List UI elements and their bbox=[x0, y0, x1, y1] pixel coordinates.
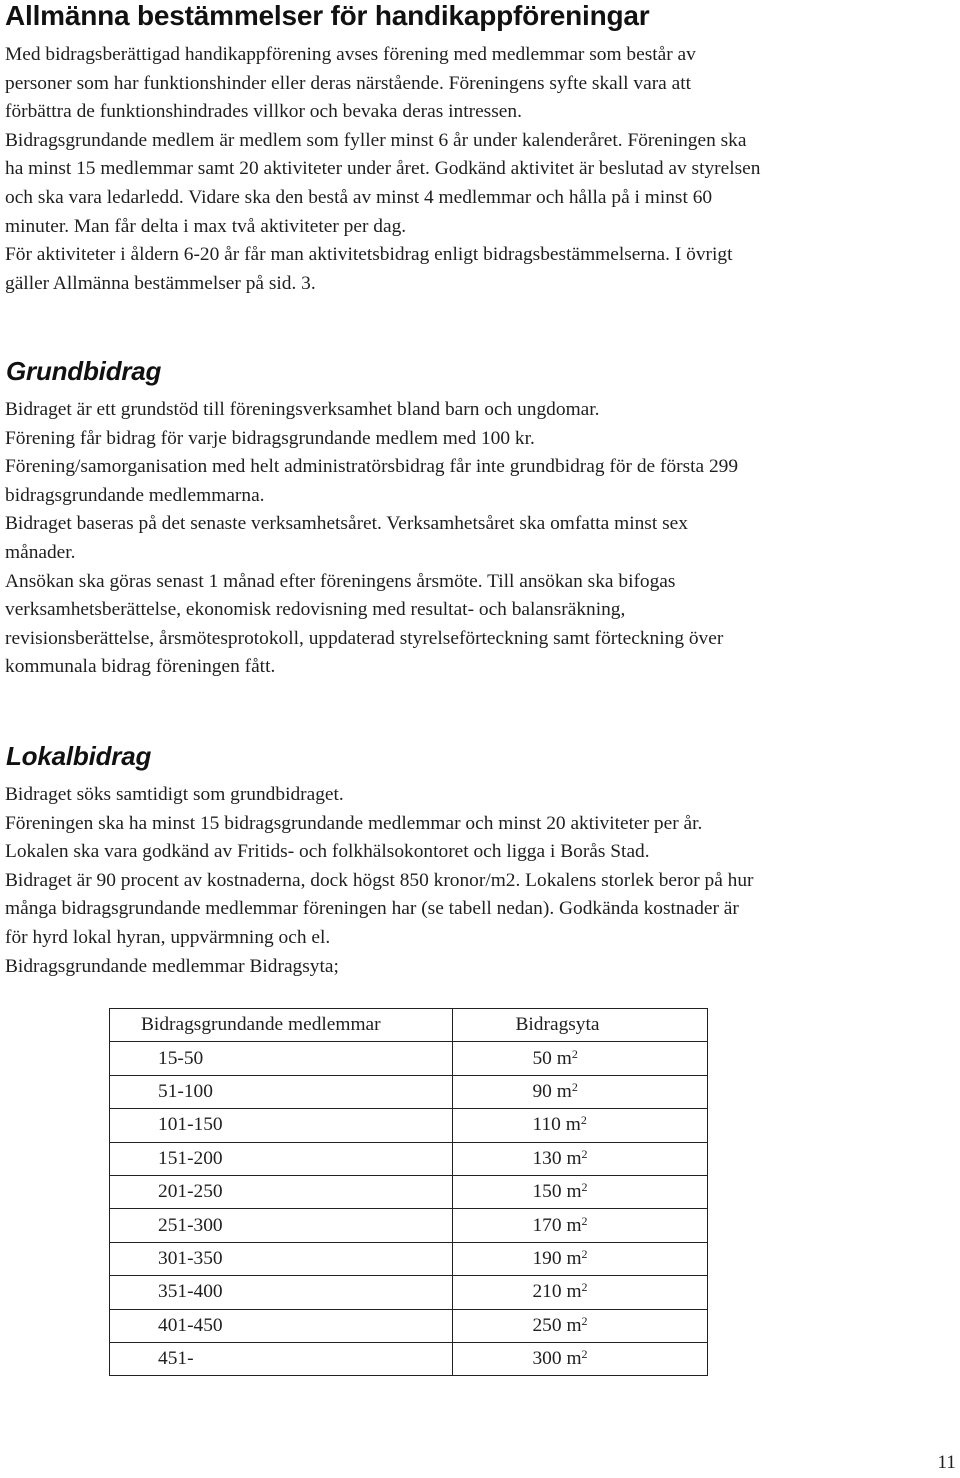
area-value: 210 bbox=[532, 1281, 562, 1303]
area-unit: m bbox=[566, 1181, 582, 1203]
area-unit: m bbox=[565, 1114, 581, 1136]
area-value: 300 bbox=[532, 1348, 562, 1370]
table-cell-area bbox=[453, 1242, 708, 1275]
table-cell-members: 251-300 bbox=[110, 1209, 453, 1242]
text-line: Förening får bidrag för varje bidragsgrundande medlem med 100 kr. bbox=[5, 427, 535, 449]
text-line: Föreningen ska ha minst 15 bidragsgrundande medlemmar och minst 20 aktiviteter per år. bbox=[5, 812, 703, 834]
table-row bbox=[110, 1242, 708, 1275]
area-value: 50 bbox=[532, 1047, 552, 1069]
area-value: 150 bbox=[532, 1181, 562, 1203]
area-unit: m bbox=[566, 1247, 582, 1269]
text-line: för hyrd lokal hyran, uppvärmning och el. bbox=[5, 926, 331, 948]
text-line: Bidraget är 90 procent av kostnaderna, dock högst 850 kronor/m2. Lokalens storlek beror på hur bbox=[5, 869, 754, 891]
text-line: Bidragsgrundande medlemmar Bidragsyta; bbox=[5, 955, 339, 977]
table-cell-area bbox=[453, 1175, 708, 1208]
table-header-area: Bidragsyta bbox=[453, 1009, 708, 1042]
table-cell-members: 101-150 bbox=[110, 1109, 453, 1142]
text-line: och ska vara ledarledd. Vidare ska den bestå av minst 4 medlemmar och hålla på i minst 60 bbox=[5, 186, 713, 208]
table-row bbox=[110, 1075, 708, 1108]
area-value: 110 bbox=[532, 1114, 561, 1136]
table-cell-members: 301-350 bbox=[110, 1242, 453, 1275]
area-value: 170 bbox=[532, 1214, 562, 1236]
area-unit-exponent: 2 bbox=[580, 1113, 587, 1128]
text-line: Bidragsgrundande medlem är medlem som fyller minst 6 år under kalenderåret. Föreningen ska bbox=[5, 129, 747, 151]
table-row bbox=[110, 1276, 708, 1309]
text-line: månader. bbox=[5, 541, 76, 563]
area-unit: m bbox=[566, 1147, 582, 1169]
text-line: minuter. Man får delta i max två aktiviteter per dag. bbox=[5, 215, 407, 237]
section-heading-grundbidrag: Grundbidrag bbox=[6, 356, 162, 386]
text-line: förbättra de funktionshindrades villkor och bevaka deras intressen. bbox=[5, 101, 522, 123]
text-line: bidragsgrundande medlemmarna. bbox=[5, 484, 265, 506]
table-cell-members: 401-450 bbox=[110, 1309, 453, 1342]
table-cell-area bbox=[453, 1075, 708, 1108]
area-unit: m bbox=[556, 1080, 572, 1102]
table-cell-members: 201-250 bbox=[110, 1175, 453, 1208]
page-title: Allmänna bestämmelser för handikappföreningar bbox=[5, 0, 650, 31]
area-unit-exponent: 2 bbox=[581, 1246, 588, 1261]
area-unit-exponent: 2 bbox=[581, 1347, 588, 1362]
table-row bbox=[110, 1342, 708, 1375]
area-unit-exponent: 2 bbox=[571, 1046, 578, 1061]
table-row bbox=[110, 1142, 708, 1175]
table-cell-area bbox=[453, 1342, 708, 1375]
area-value: 190 bbox=[532, 1247, 562, 1269]
text-line: verksamhetsberättelse, ekonomisk redovisning med resultat- och balansräkning, bbox=[5, 599, 626, 621]
text-line: Med bidragsberättigad handikappförening avses förening med medlemmar som består av bbox=[5, 44, 696, 65]
table-cell-area bbox=[453, 1309, 708, 1342]
table-cell-area bbox=[453, 1042, 708, 1075]
table-header-row bbox=[110, 1009, 708, 1042]
area-unit: m bbox=[566, 1314, 582, 1336]
area-value: 90 bbox=[532, 1080, 552, 1102]
table-cell-members: 451- bbox=[110, 1342, 453, 1375]
table-cell-members: 15-50 bbox=[110, 1042, 453, 1075]
table-cell-area bbox=[453, 1142, 708, 1175]
text-line: revisionsberättelse, årsmötesprotokoll, uppdaterad styrelseförteckning samt förteckning över bbox=[5, 627, 724, 649]
section-lokalbidrag-text bbox=[5, 781, 957, 981]
section-heading-lokalbidrag: Lokalbidrag bbox=[6, 741, 152, 771]
area-unit-exponent: 2 bbox=[581, 1213, 588, 1228]
table-cell-members: 351-400 bbox=[110, 1276, 453, 1309]
table-cell-members: 151-200 bbox=[110, 1142, 453, 1175]
area-unit-exponent: 2 bbox=[571, 1079, 578, 1094]
text-line: personer som har funktionshinder eller deras närstående. Föreningens syfte skall vara att bbox=[5, 72, 691, 94]
page-number: 11 bbox=[937, 1452, 956, 1473]
area-unit: m bbox=[566, 1214, 582, 1236]
area-unit: m bbox=[566, 1348, 582, 1370]
text-line: För aktiviteter i åldern 6-20 år får man aktivitetsbidrag enligt bidragsbestämmelserna. I övrigt bbox=[5, 244, 733, 266]
text-line: många bidragsgrundande medlemmar föreningen har (se tabell nedan). Godkända kostnader är bbox=[5, 898, 739, 920]
area-value: 250 bbox=[532, 1314, 562, 1336]
section-general-rules-text bbox=[5, 41, 957, 298]
text-line: Bidraget är ett grundstöd till föreningsverksamhet bland barn och ungdomar. bbox=[5, 399, 600, 420]
table-row bbox=[110, 1309, 708, 1342]
area-unit-exponent: 2 bbox=[581, 1180, 588, 1195]
table-row bbox=[110, 1209, 708, 1242]
text-line: Bidraget baseras på det senaste verksamhetsåret. Verksamhetsåret ska omfatta minst sex bbox=[5, 513, 688, 535]
table-header-members: Bidragsgrundande medlemmar bbox=[110, 1009, 453, 1042]
table-row bbox=[110, 1042, 708, 1075]
area-unit-exponent: 2 bbox=[581, 1280, 588, 1295]
table-row bbox=[110, 1175, 708, 1208]
area-unit: m bbox=[556, 1047, 572, 1069]
table-cell-members: 51-100 bbox=[110, 1075, 453, 1108]
text-line: Bidraget söks samtidigt som grundbidraget. bbox=[5, 784, 344, 805]
area-unit: m bbox=[566, 1281, 582, 1303]
text-line: kommunala bidrag föreningen fått. bbox=[5, 656, 276, 678]
table-cell-area bbox=[453, 1109, 708, 1142]
text-line: gäller Allmänna bestämmelser på sid. 3. bbox=[5, 272, 316, 294]
text-line: Förening/samorganisation med helt administratörsbidrag får inte grundbidrag för de första 299 bbox=[5, 456, 739, 478]
area-value: 130 bbox=[532, 1147, 562, 1169]
area-unit-exponent: 2 bbox=[581, 1146, 588, 1161]
table-cell-area bbox=[453, 1209, 708, 1242]
text-line: Lokalen ska vara godkänd av Fritids- och folkhälsokontoret och ligga i Borås Stad. bbox=[5, 841, 650, 863]
text-line: Ansökan ska göras senast 1 månad efter föreningens årsmöte. Till ansökan ska bifogas bbox=[5, 570, 676, 592]
table-cell-area bbox=[453, 1276, 708, 1309]
text-line: ha minst 15 medlemmar samt 20 aktiviteter under året. Godkänd aktivitet är beslutad av styrelsen bbox=[5, 158, 761, 180]
area-unit-exponent: 2 bbox=[581, 1313, 588, 1328]
section-grundbidrag-text bbox=[5, 396, 957, 682]
table-row bbox=[110, 1109, 708, 1142]
area-table bbox=[109, 1008, 708, 1376]
